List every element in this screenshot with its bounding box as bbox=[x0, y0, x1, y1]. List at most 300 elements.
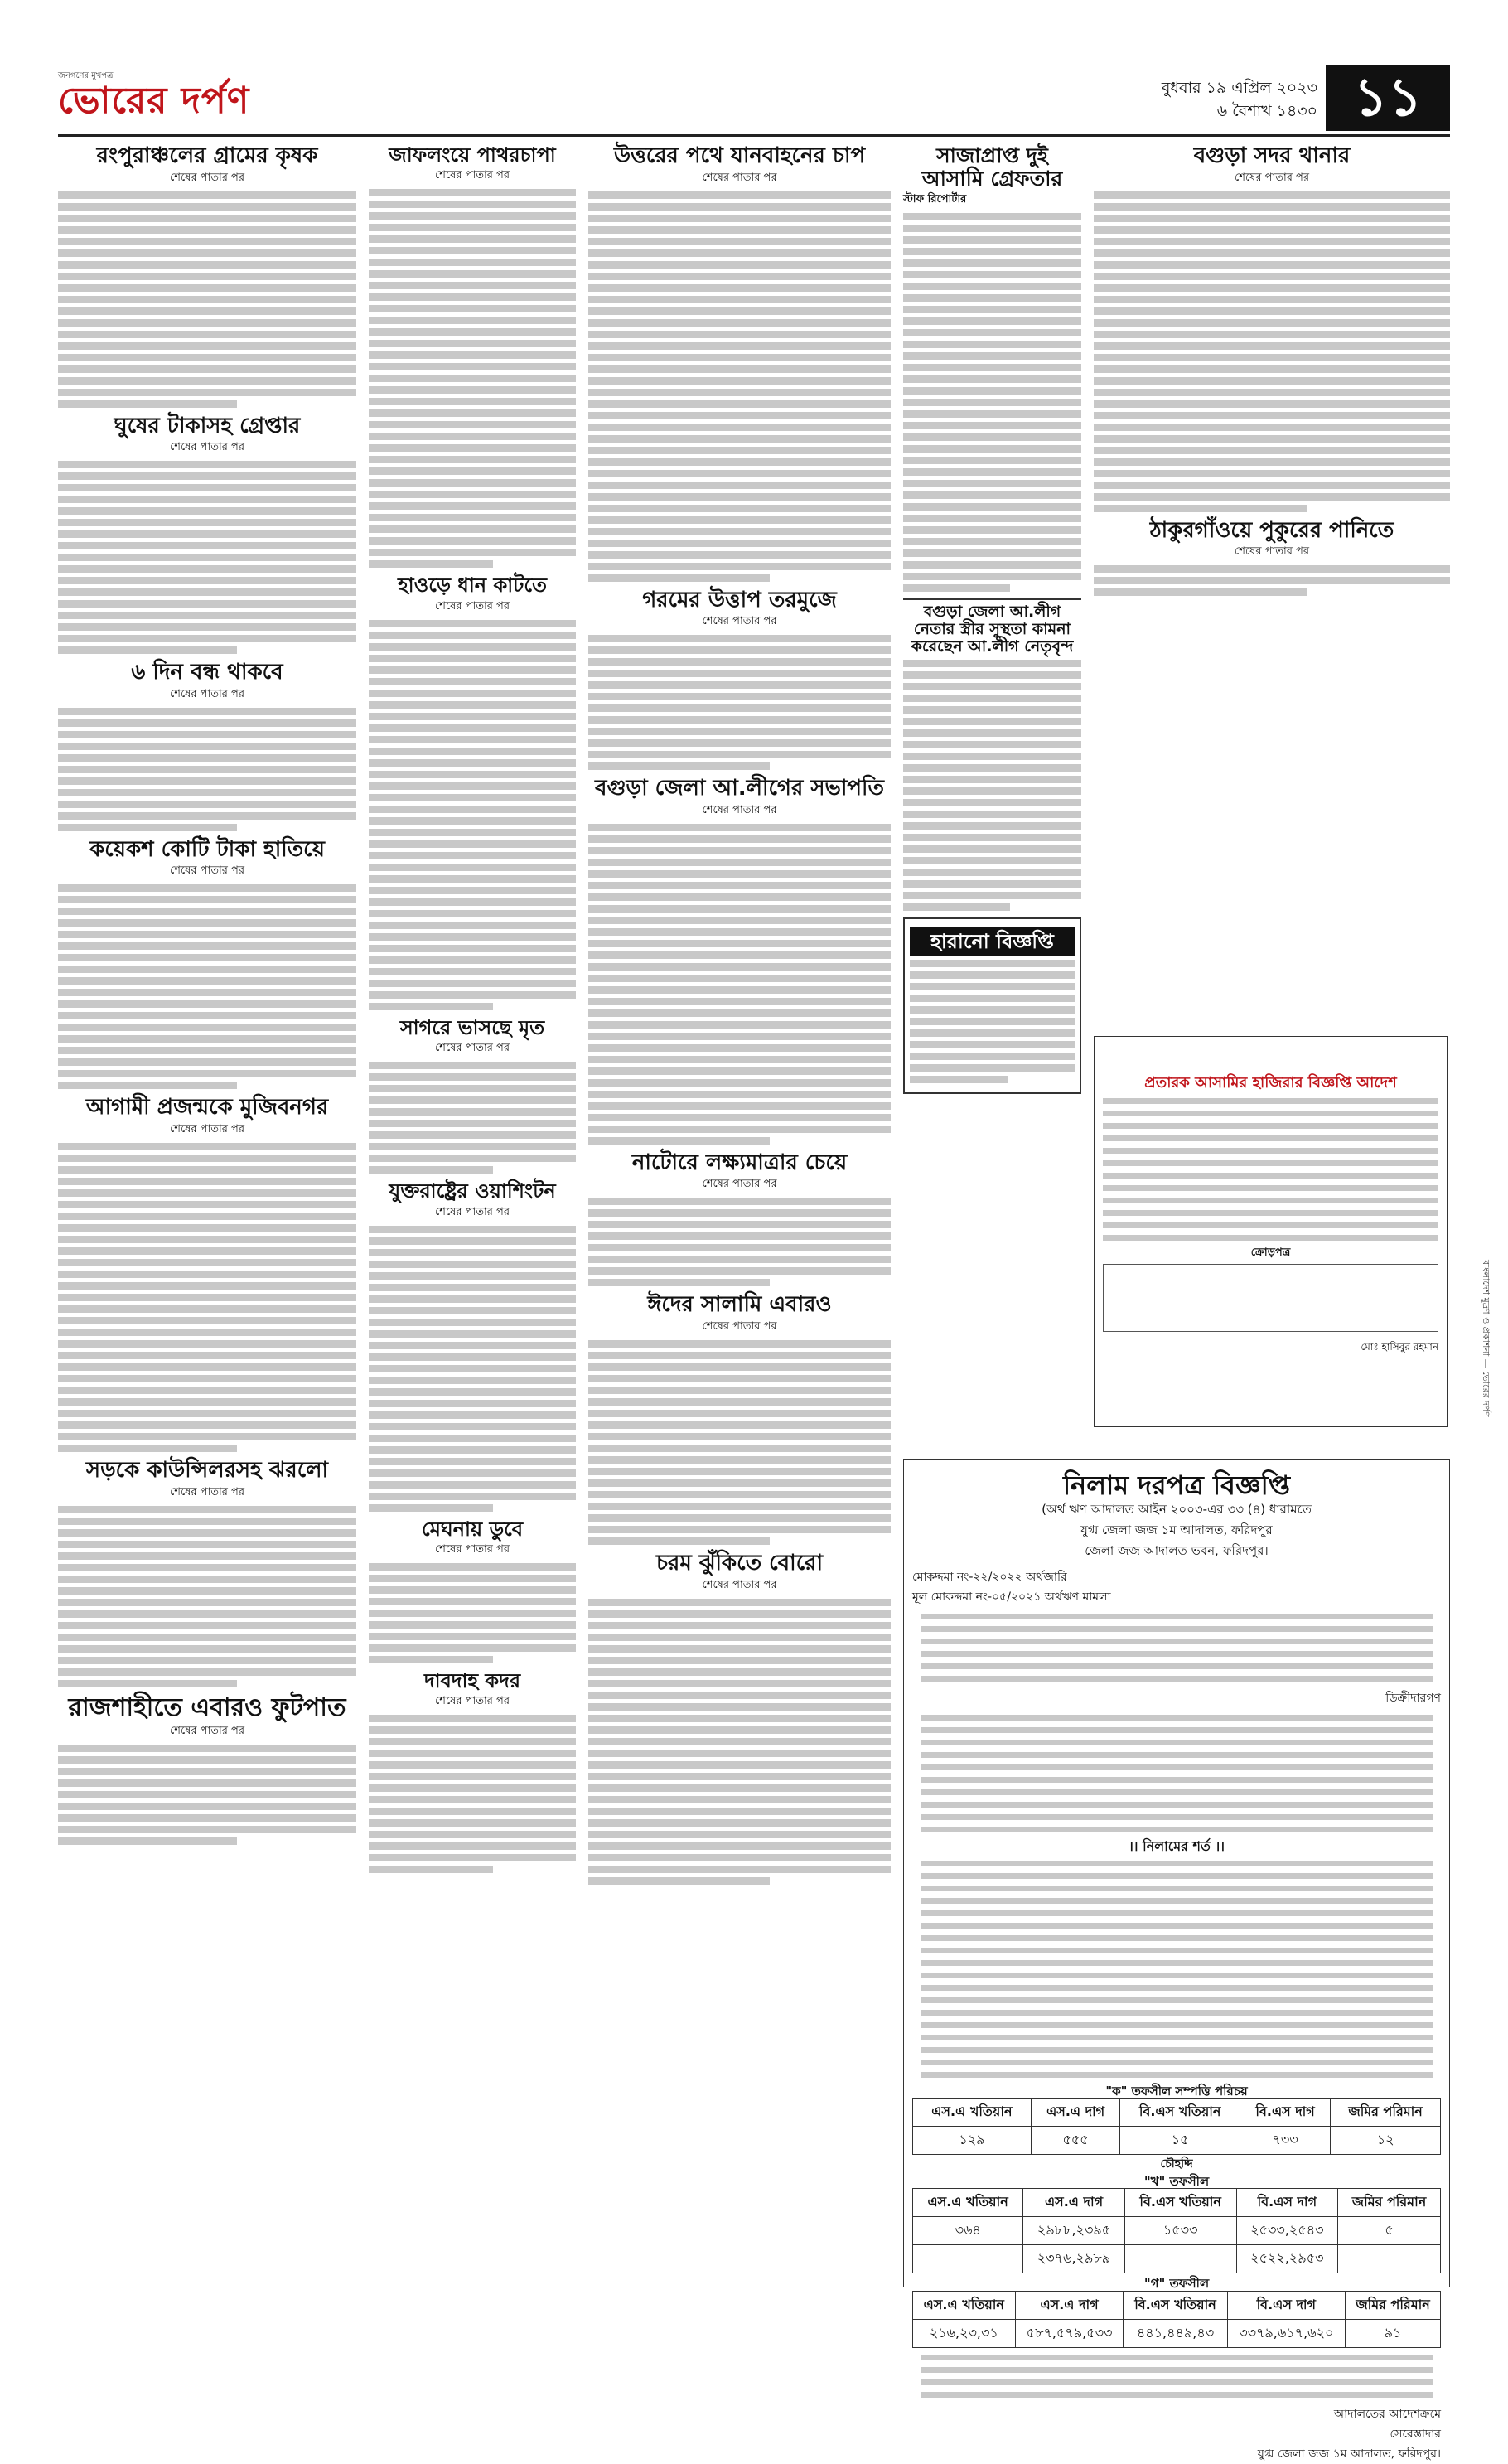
text-line bbox=[588, 1091, 891, 1098]
text-line bbox=[903, 248, 1081, 255]
headline: হারানো বিজ্ঞপ্তি bbox=[910, 927, 1075, 956]
auction-subtitle: (অর্থ ঋণ আদালত আইন ২০০৩-এর ৩৩ (৪) ধারামতে bbox=[1042, 1502, 1312, 1518]
text-line bbox=[588, 1445, 891, 1452]
text-line bbox=[369, 1854, 576, 1861]
text-line bbox=[588, 447, 891, 454]
text-line bbox=[58, 472, 356, 480]
text-line bbox=[1094, 319, 1450, 327]
text-line bbox=[588, 1877, 770, 1885]
text-line bbox=[588, 1221, 891, 1228]
text-line bbox=[588, 1784, 891, 1792]
text-line bbox=[588, 739, 891, 747]
text-line bbox=[588, 424, 891, 431]
text-line bbox=[588, 1126, 891, 1133]
text-line bbox=[58, 1082, 237, 1089]
text-line bbox=[58, 365, 356, 373]
auction-case: মোকদ্দমা নং-২২/২০২২ অর্থজারি bbox=[912, 1571, 1067, 1585]
headline: সাজাপ্রাপ্ত দুই আসামি গ্রেফতার bbox=[921, 143, 1063, 191]
text-line bbox=[921, 2022, 1433, 2028]
text-line bbox=[369, 1319, 576, 1326]
page-number: ১১ bbox=[1326, 65, 1450, 131]
continue-label: শেষের পাতার পর bbox=[1234, 545, 1310, 559]
text-line bbox=[58, 261, 356, 269]
text-line bbox=[910, 1029, 1075, 1037]
text-line bbox=[369, 549, 576, 556]
text-line bbox=[903, 422, 1081, 429]
article bbox=[588, 1551, 891, 1885]
continue-label: শেষের পাতার পর bbox=[702, 1178, 777, 1191]
text-line bbox=[588, 354, 891, 361]
text-line bbox=[58, 530, 356, 538]
text-line bbox=[588, 859, 891, 866]
text-line bbox=[369, 1073, 576, 1081]
text-line bbox=[903, 892, 1081, 899]
text-line bbox=[369, 666, 576, 674]
text-line bbox=[369, 537, 576, 545]
headline: বগুড়া জেলা আ.লীগ নেতার স্ত্রীর সুস্থতা কামনা করেছেন আ.লীগ নেতৃবৃন্দ bbox=[903, 598, 1081, 656]
text-line bbox=[588, 1079, 891, 1087]
article-body bbox=[588, 635, 891, 770]
text-line bbox=[903, 811, 1081, 818]
text-line bbox=[58, 1657, 356, 1664]
text-line bbox=[369, 1085, 576, 1092]
schedule-ga-title: "গ" তফসীল bbox=[1143, 2276, 1210, 2292]
text-line bbox=[903, 341, 1081, 348]
text-line bbox=[588, 215, 891, 222]
text-line bbox=[588, 1244, 891, 1251]
text-line bbox=[369, 1096, 576, 1104]
text-line bbox=[58, 977, 356, 985]
continue-label: শেষের পাতার পর bbox=[702, 615, 777, 628]
text-line bbox=[58, 1587, 356, 1595]
text-line bbox=[588, 1375, 891, 1382]
text-line bbox=[369, 1446, 576, 1454]
text-line bbox=[369, 1831, 576, 1838]
text-line bbox=[58, 507, 356, 515]
headline: মেঘনায় ডুবে bbox=[421, 1517, 524, 1541]
text-line bbox=[369, 945, 576, 952]
text-line bbox=[58, 519, 356, 526]
text-line bbox=[369, 1377, 576, 1384]
text-line bbox=[588, 835, 891, 843]
article-body bbox=[58, 461, 356, 654]
text-line bbox=[369, 340, 576, 347]
continue-label: শেষের পাতার পর bbox=[169, 171, 245, 184]
text-line bbox=[903, 399, 1081, 406]
text-line bbox=[58, 1645, 356, 1653]
text-line bbox=[588, 693, 891, 700]
text-line bbox=[58, 284, 356, 292]
table-cell: ২৩৭৬,২৯৮৯ bbox=[1023, 2245, 1124, 2273]
text-line bbox=[588, 1352, 891, 1359]
notice-label: ক্রোড়পত্র bbox=[1250, 1246, 1291, 1259]
text-line bbox=[369, 1166, 493, 1174]
text-line bbox=[369, 479, 576, 487]
text-line bbox=[588, 528, 891, 535]
text-line bbox=[588, 319, 891, 327]
text-line bbox=[58, 824, 237, 831]
text-line bbox=[58, 1398, 356, 1406]
text-line bbox=[588, 516, 891, 524]
text-line bbox=[369, 1435, 576, 1442]
text-line bbox=[58, 931, 356, 938]
text-line bbox=[369, 898, 576, 906]
text-line bbox=[588, 963, 891, 971]
text-line bbox=[588, 1340, 891, 1348]
text-line bbox=[369, 933, 576, 941]
text-line bbox=[588, 226, 891, 234]
text-line bbox=[1103, 1123, 1438, 1129]
text-line bbox=[58, 542, 356, 549]
text-line bbox=[369, 1796, 576, 1803]
text-line bbox=[1103, 1160, 1438, 1166]
table-cell: ৯১ bbox=[1346, 2319, 1441, 2347]
text-line bbox=[588, 458, 891, 466]
text-line bbox=[588, 470, 891, 477]
text-line bbox=[588, 284, 891, 292]
auction-court: যুগ্ম জেলা জজ ১ম আদালত, ফরিদপুর bbox=[1080, 1522, 1273, 1538]
text-line bbox=[921, 2392, 1433, 2398]
article-body bbox=[588, 1599, 891, 1885]
text-line bbox=[369, 1261, 576, 1268]
text-line bbox=[1094, 458, 1450, 466]
text-line bbox=[369, 956, 576, 964]
text-line bbox=[369, 1062, 576, 1069]
text-line bbox=[588, 1773, 891, 1780]
text-line bbox=[369, 690, 576, 697]
text-line bbox=[58, 1814, 356, 1822]
text-line bbox=[369, 852, 576, 859]
text-line bbox=[58, 191, 356, 199]
text-line bbox=[903, 410, 1081, 418]
text-line bbox=[58, 1668, 356, 1676]
text-line bbox=[588, 296, 891, 303]
text-line bbox=[58, 1213, 356, 1220]
text-line bbox=[58, 1155, 356, 1162]
text-line bbox=[58, 600, 356, 608]
text-line bbox=[1103, 1098, 1438, 1104]
text-line bbox=[1094, 470, 1450, 477]
text-line bbox=[921, 1923, 1433, 1929]
headline: ৬ দিন বন্ধ থাকবে bbox=[131, 660, 283, 685]
text-line bbox=[1094, 331, 1450, 338]
text-line bbox=[588, 1021, 891, 1029]
text-line bbox=[369, 1108, 576, 1116]
continue-label: শেষের পাতার পর bbox=[702, 171, 777, 184]
headline: যুক্তরাষ্ট্রের ওয়াশিংটন bbox=[389, 1179, 556, 1203]
text-line bbox=[1094, 261, 1450, 269]
article-body bbox=[369, 1226, 576, 1512]
text-line bbox=[369, 1295, 576, 1303]
text-line bbox=[588, 716, 891, 724]
text-line bbox=[588, 975, 891, 982]
text-line bbox=[588, 377, 891, 385]
continue-label: শেষের পাতার পর bbox=[434, 1042, 510, 1055]
text-line bbox=[921, 2355, 1433, 2360]
text-line bbox=[921, 1802, 1433, 1808]
notice-body bbox=[1095, 1098, 1447, 1241]
table-header-cell: জমির পরিমান bbox=[1338, 2189, 1441, 2217]
text-line bbox=[921, 1777, 1433, 1783]
continue-label: শেষের পাতার পর bbox=[169, 441, 245, 454]
text-line bbox=[588, 1209, 891, 1217]
article-body bbox=[588, 824, 891, 1145]
article-body bbox=[58, 1506, 356, 1687]
schedule-table-1 bbox=[912, 2098, 1441, 2155]
text-line bbox=[58, 1779, 356, 1787]
table-cell: ৫৫৫ bbox=[1031, 2127, 1120, 2155]
text-line bbox=[369, 456, 576, 463]
article-body bbox=[910, 960, 1075, 1083]
table-cell: ৫৮৭,৫৭৯,৫৩৩ bbox=[1015, 2319, 1124, 2347]
text-line bbox=[588, 1067, 891, 1075]
table-header-cell: বি.এস খতিয়ান bbox=[1120, 2099, 1240, 2127]
text-line bbox=[369, 282, 576, 289]
text-line bbox=[58, 1837, 237, 1845]
text-line bbox=[58, 249, 356, 257]
text-line bbox=[1094, 505, 1307, 512]
article bbox=[588, 777, 891, 1145]
text-line bbox=[58, 1178, 356, 1185]
text-line bbox=[588, 1831, 891, 1838]
text-line bbox=[903, 468, 1081, 476]
text-line bbox=[58, 1012, 356, 1019]
continue-label: শেষের পাতার পর bbox=[434, 1205, 510, 1218]
notice-title: প্রতারক আসামির হাজিরার বিজ্ঞপ্তি আদেশ bbox=[1144, 1074, 1397, 1092]
text-line bbox=[903, 549, 1081, 557]
text-line bbox=[588, 540, 891, 547]
text-line bbox=[903, 718, 1081, 725]
text-line bbox=[903, 317, 1081, 325]
text-line bbox=[588, 551, 891, 559]
text-line bbox=[369, 1120, 576, 1127]
text-line bbox=[903, 329, 1081, 336]
text-line bbox=[369, 1458, 576, 1465]
text-line bbox=[369, 980, 576, 987]
text-line bbox=[588, 905, 891, 913]
text-line bbox=[588, 847, 891, 854]
text-line bbox=[58, 1410, 356, 1417]
table-row bbox=[913, 2245, 1441, 2273]
text-line bbox=[58, 1201, 356, 1208]
text-line bbox=[58, 1387, 356, 1394]
article bbox=[369, 1017, 576, 1174]
text-line bbox=[903, 764, 1081, 772]
text-line bbox=[588, 1526, 891, 1533]
table-cell: ২১৬,২৩,৩১ bbox=[913, 2319, 1016, 2347]
text-line bbox=[588, 1456, 891, 1464]
text-line bbox=[588, 1610, 891, 1618]
text-line bbox=[921, 2035, 1433, 2040]
text-line bbox=[58, 203, 356, 211]
table-header-cell: জমির পরিমান bbox=[1346, 2291, 1441, 2319]
text-line bbox=[903, 352, 1081, 360]
text-line bbox=[369, 1656, 493, 1663]
article bbox=[588, 1293, 891, 1545]
text-line bbox=[58, 215, 356, 222]
text-line bbox=[58, 1058, 356, 1066]
text-line bbox=[588, 191, 891, 199]
text-line bbox=[369, 235, 576, 243]
text-line bbox=[369, 806, 576, 813]
text-line bbox=[58, 577, 356, 584]
text-line bbox=[903, 364, 1081, 371]
text-line bbox=[921, 2010, 1433, 2016]
text-line bbox=[58, 954, 356, 961]
text-line bbox=[369, 1226, 576, 1233]
text-line bbox=[58, 307, 356, 315]
text-line bbox=[369, 794, 576, 801]
article-body bbox=[58, 1745, 356, 1845]
text-line bbox=[369, 305, 576, 312]
text-line bbox=[1094, 226, 1450, 234]
text-line bbox=[369, 1003, 493, 1010]
text-line bbox=[588, 574, 770, 582]
column-c bbox=[588, 141, 891, 1891]
auction-footer-text bbox=[912, 2355, 1441, 2398]
text-line bbox=[588, 1363, 891, 1371]
text-line bbox=[921, 1827, 1433, 1832]
text-line bbox=[58, 989, 356, 996]
text-line bbox=[903, 526, 1081, 534]
article bbox=[58, 144, 356, 408]
table-cell: ১২৯ bbox=[913, 2127, 1032, 2155]
text-line bbox=[588, 646, 891, 654]
continue-label: শেষের পাতার পর bbox=[1234, 171, 1310, 184]
text-line bbox=[910, 1006, 1075, 1014]
table-cell: ৪৪১,৪৪৯,৪৩ bbox=[1124, 2319, 1227, 2347]
headline: কয়েকশ কোটি টাকা হাতিয়ে bbox=[89, 836, 325, 862]
text-line bbox=[921, 2379, 1433, 2385]
text-line bbox=[369, 1750, 576, 1757]
text-line bbox=[58, 966, 356, 973]
edge-caption: বাংলাদেশ মুদ্রণ ও প্রকাশনা — ভোরের দর্পণ bbox=[1481, 1260, 1491, 1417]
text-line bbox=[588, 505, 891, 512]
notice-table bbox=[1103, 1264, 1438, 1332]
text-line bbox=[903, 573, 1081, 580]
text-line bbox=[921, 1740, 1433, 1745]
text-line bbox=[588, 1198, 891, 1205]
table-cell: ৩৩৭৯,৬১৭,৬২০ bbox=[1227, 2319, 1346, 2347]
text-line bbox=[1094, 565, 1450, 573]
text-line bbox=[369, 293, 576, 301]
text-line bbox=[588, 940, 891, 947]
text-line bbox=[369, 224, 576, 231]
article-body bbox=[588, 1198, 891, 1286]
text-line bbox=[369, 375, 576, 382]
text-line bbox=[58, 588, 356, 596]
text-line bbox=[588, 1537, 770, 1545]
text-line bbox=[903, 491, 1081, 499]
article-body bbox=[58, 884, 356, 1089]
text-line bbox=[921, 1727, 1433, 1733]
text-line bbox=[369, 189, 576, 196]
text-line bbox=[903, 903, 1010, 911]
text-line bbox=[910, 960, 1075, 967]
text-line bbox=[369, 1819, 576, 1827]
continue-label: শেষের পাতার পর bbox=[169, 1485, 245, 1498]
article bbox=[58, 1694, 356, 1845]
table-header-cell: এস.এ খতিয়ান bbox=[913, 2291, 1016, 2319]
article bbox=[369, 1670, 576, 1873]
text-line bbox=[1094, 400, 1450, 408]
text-line bbox=[903, 671, 1081, 679]
text-line bbox=[903, 729, 1081, 737]
text-line bbox=[588, 751, 891, 758]
text-line bbox=[369, 386, 576, 394]
text-line bbox=[58, 777, 356, 785]
text-line bbox=[58, 919, 356, 927]
text-line bbox=[58, 1445, 237, 1452]
table-cell: ৫ bbox=[1338, 2217, 1441, 2245]
text-line bbox=[369, 1469, 576, 1477]
article bbox=[58, 1096, 356, 1452]
text-line bbox=[1094, 203, 1450, 211]
text-line bbox=[369, 525, 576, 533]
table-cell: ১২ bbox=[1331, 2127, 1441, 2155]
text-line bbox=[588, 1808, 891, 1815]
article bbox=[369, 144, 576, 568]
text-line bbox=[58, 719, 356, 727]
text-line bbox=[369, 247, 576, 254]
text-line bbox=[369, 1726, 576, 1734]
text-line bbox=[1094, 354, 1450, 361]
conditions-body bbox=[912, 1861, 1441, 2078]
text-line bbox=[58, 565, 356, 573]
text-line bbox=[588, 1854, 891, 1861]
text-line bbox=[588, 1137, 770, 1145]
text-line bbox=[369, 1586, 576, 1594]
text-line bbox=[58, 1375, 356, 1382]
headline: গরমের উত্তাপ তরমুজে bbox=[642, 587, 837, 612]
text-line bbox=[921, 1898, 1433, 1904]
text-line bbox=[588, 1479, 891, 1487]
text-line bbox=[369, 467, 576, 475]
auction-title: নিলাম দরপত্র বিজ্ঞপ্তি bbox=[1062, 1469, 1291, 1501]
text-line bbox=[369, 1272, 576, 1280]
text-line bbox=[1103, 1222, 1438, 1228]
text-line bbox=[910, 971, 1075, 979]
article bbox=[903, 144, 1081, 592]
text-line bbox=[58, 1189, 356, 1197]
text-line bbox=[369, 817, 576, 825]
text-line bbox=[588, 482, 891, 489]
text-line bbox=[588, 1715, 891, 1722]
text-line bbox=[369, 1493, 576, 1500]
text-line bbox=[58, 708, 356, 715]
text-line bbox=[903, 857, 1081, 864]
text-line bbox=[1103, 1148, 1438, 1154]
text-line bbox=[903, 515, 1081, 522]
text-line bbox=[921, 1873, 1433, 1879]
headline: সাগরে ভাসছে মৃত bbox=[399, 1015, 545, 1039]
text-line bbox=[1094, 447, 1450, 454]
column-d bbox=[903, 141, 1081, 1101]
text-line bbox=[1094, 389, 1450, 396]
article-body bbox=[369, 1062, 576, 1174]
text-line bbox=[921, 1935, 1433, 1941]
text-line bbox=[369, 1563, 576, 1571]
text-line bbox=[58, 623, 356, 631]
text-line bbox=[903, 213, 1081, 220]
text-line bbox=[58, 331, 356, 338]
article bbox=[58, 661, 356, 831]
table-header-cell: বি.এস খতিয়ান bbox=[1124, 2189, 1236, 2217]
text-line bbox=[903, 236, 1081, 244]
table-header-cell: বি.এস খতিয়ান bbox=[1124, 2291, 1227, 2319]
text-line bbox=[369, 1131, 576, 1139]
text-line bbox=[58, 1224, 356, 1232]
